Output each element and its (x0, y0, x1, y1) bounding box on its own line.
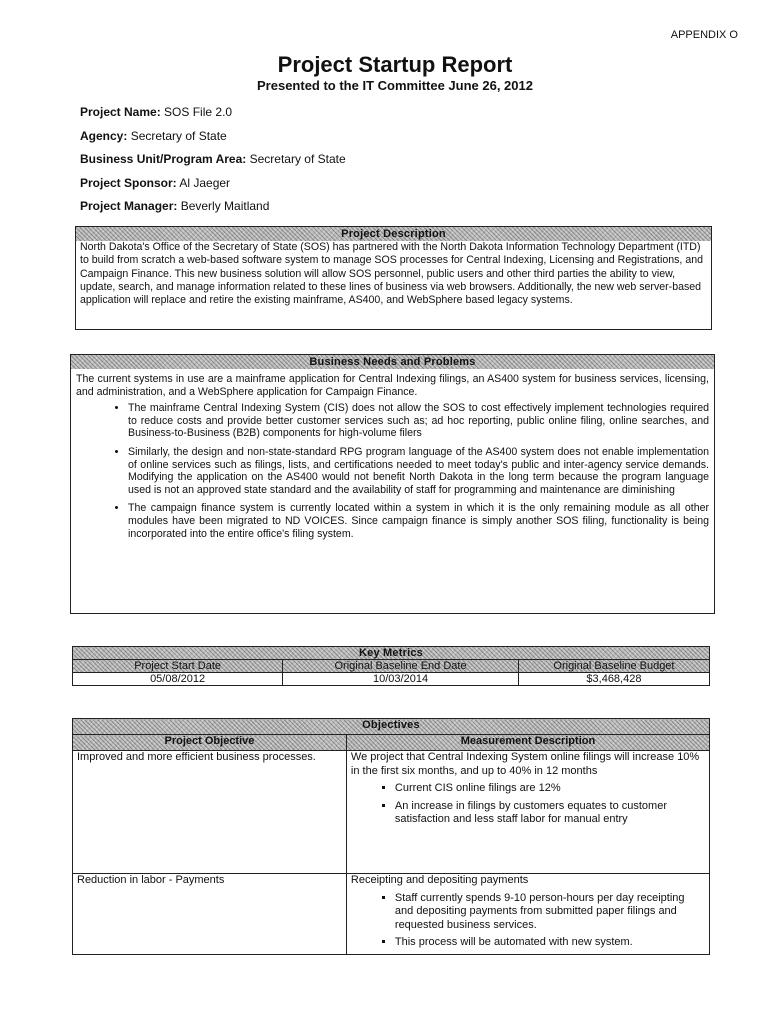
table-row (73, 874, 710, 955)
objective-cell: Improved and more efficient business processes. (73, 751, 347, 874)
objective-cell: Reduction in labor - Payments (73, 874, 347, 955)
measurement-list (351, 782, 705, 827)
objectives-table (72, 718, 710, 955)
end-date-cell: 10/03/2014 (283, 673, 519, 686)
business-needs-intro: The current systems in use are a mainframe application for Central Indexing filings, an AS400 system for business services, licensing, and administration, and a WebSphere application for Campaign Finance. (76, 373, 709, 398)
business-needs-heading: Business Needs and Problems (71, 355, 714, 369)
start-date-cell: 05/08/2012 (73, 673, 283, 686)
list-item: ▪ Staff currently spends 9-10 person-hours per day receipting and depositing payments from submitted paper filings and requested business services. (395, 892, 705, 933)
project-sponsor-field (80, 175, 346, 199)
objectives-heading: Objectives (73, 719, 710, 735)
page-subtitle: Presented to the IT Committee June 26, 2012 (257, 78, 533, 93)
measurement-text: We project that Central Indexing System online filings will increase 10% in the first six months, and up to 40% in 12 months (350, 751, 700, 777)
project-name-field (80, 104, 346, 128)
field-label: Project Manager: (80, 199, 178, 213)
list-item: ▪ Current CIS online filings are 12% (395, 782, 705, 796)
project-manager-field (80, 198, 346, 222)
field-label: Project Name: (80, 105, 161, 119)
list-item: ▪ An increase in filings by customers equates to customer satisfaction and less staff labor for manual entry (395, 800, 705, 827)
list-item: • The campaign finance system is currently located within a system in which it is the only remaining module as all other modules have been migrated to ND VOICES. Since campaign finance is simply another SOS filing, functionality is being incorporated into the entire office's filing system. (128, 502, 709, 540)
column-header: Original Baseline End Date (283, 660, 519, 673)
measurement-cell (346, 874, 709, 955)
key-metrics-heading: Key Metrics (73, 647, 710, 660)
appendix-label: APPENDIX O (670, 29, 738, 41)
business-unit-field (80, 151, 346, 175)
field-value: SOS File 2.0 (164, 105, 233, 119)
list-item: ▪ This process will be automated with new system. (395, 936, 705, 950)
field-value: Al Jaeger (179, 175, 231, 190)
agency-field (80, 128, 346, 152)
column-header: Measurement Description (346, 735, 709, 751)
project-description-heading: Project Description (76, 227, 711, 241)
project-description-section (75, 226, 712, 330)
project-fields (80, 104, 346, 222)
key-metrics-table (72, 646, 710, 686)
field-value: Secretary of State (130, 128, 227, 143)
field-label: Agency: (80, 128, 128, 143)
measurement-text: Receipting and depositing payments (350, 874, 529, 886)
budget-cell: $3,468,428 (518, 673, 709, 686)
business-needs-section (70, 354, 715, 614)
measurement-cell (346, 751, 709, 874)
measurement-list (351, 892, 705, 950)
table-row (73, 751, 710, 874)
field-value: Secretary of State (249, 152, 346, 166)
list-item: • Similarly, the design and non-state-standard RPG program language of the AS400 system does not enable implementation of online services such as filings, lists, and certifications needed to meet today's public and inter-agency service demands. Modifying the application on the AS400 would not benefit North Dakota in the long term because the program language used is not an approved state standard and the availability of staff for programming and maintenance are diminishing (128, 446, 709, 496)
list-item: • The mainframe Central Indexing System (CIS) does not allow the SOS to cost effectively implement technologies required to reduce costs and provide better customer services such as; ad hoc reporting, public online filing, online searches, and Business-to-Business (B2B) components for high-volume filers (128, 402, 709, 440)
business-needs-body (71, 369, 714, 540)
business-needs-list (76, 402, 709, 540)
column-header: Project Objective (73, 735, 347, 751)
field-value: Beverly Maitland (180, 199, 270, 213)
column-header: Project Start Date (73, 660, 283, 673)
project-description-text: North Dakota's Office of the Secretary of State (SOS) has partnered with the North Dakota Information Technology Department (ITD) to build from scratch a web-based software system to manage SOS processes for Central Indexing, Licensing and Registrations, and Campaign Finance. This new business solution will allow SOS personnel, public users and other third parties the ability to view, update, search, and manage information related to these lines of business via web browsers. Additionally, the new web server-based application will replace and retire the existing mainframe, AS400, and WebSphere based legacy systems. (80, 241, 703, 307)
field-label: Project Sponsor: (80, 175, 177, 190)
field-label: Business Unit/Program Area: (80, 152, 247, 166)
column-header: Original Baseline Budget (518, 660, 709, 673)
page-title: Project Startup Report (277, 52, 513, 77)
